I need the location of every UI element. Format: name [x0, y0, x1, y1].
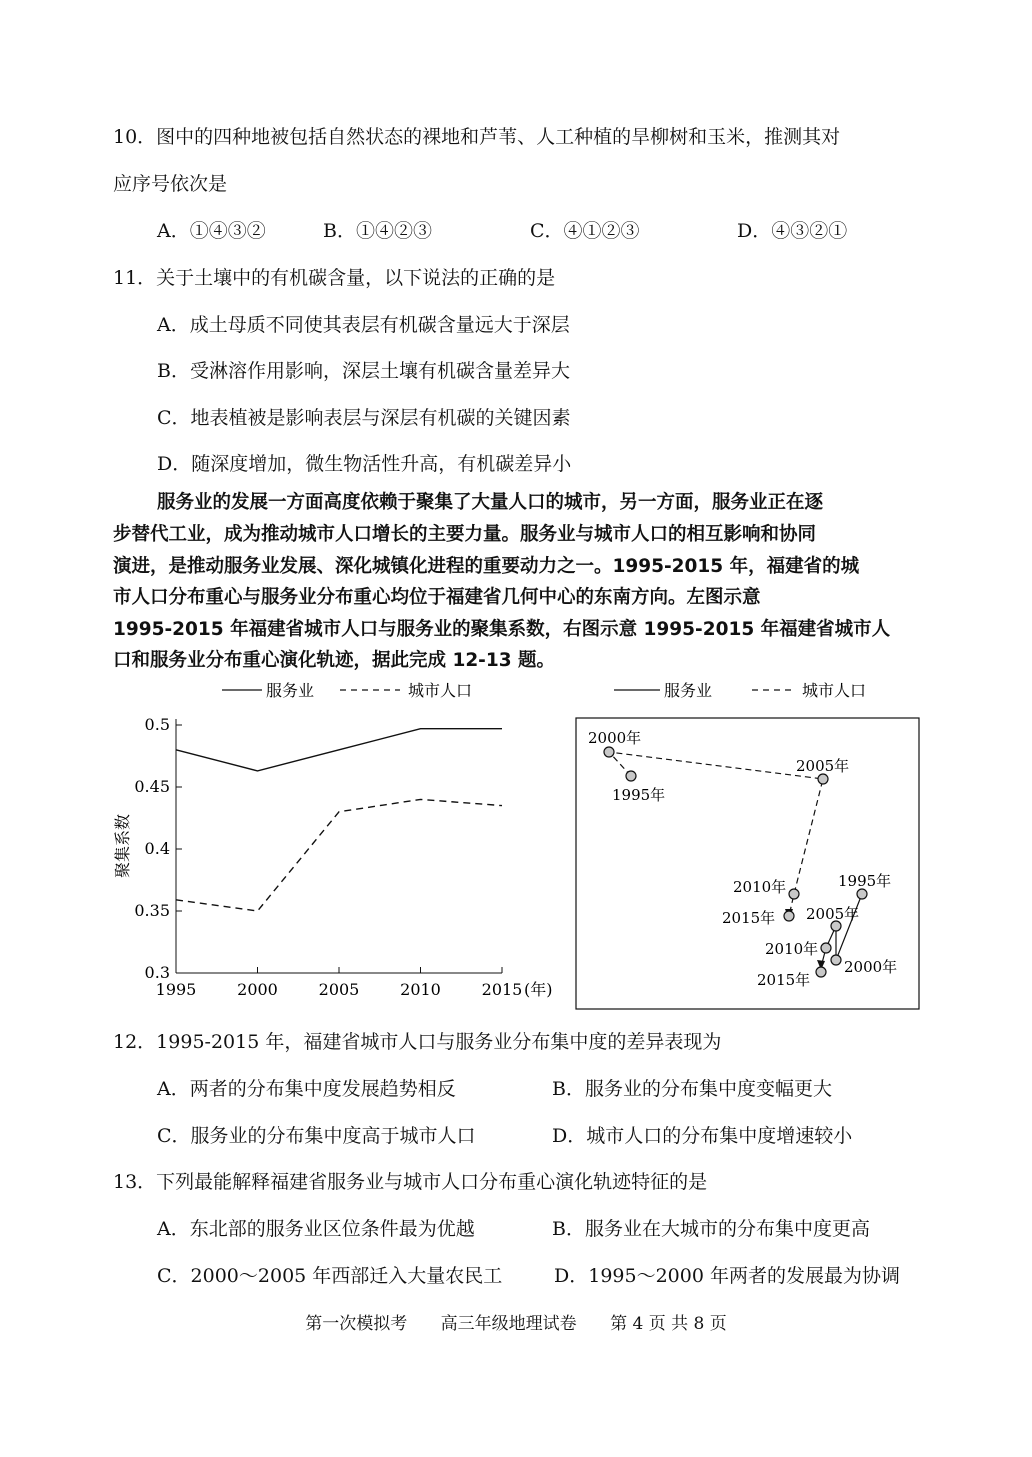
svc-label-2000: 2000年: [844, 958, 898, 976]
q11-stem: 11．关于土壤中的有机碳含量，以下说法的正确的是: [113, 267, 556, 289]
x-tick-label: 2015: [481, 980, 523, 999]
legend-population-label: 城市人口: [408, 681, 473, 700]
x-tick-label: 2010: [400, 980, 441, 999]
footer-exam-name: 第一次模拟考: [305, 1314, 408, 1334]
q10-stem-line1: 10．图中的四种地被包括自然状态的裸地和芦苇、人工种植的旱柳树和玉米，推测其对: [113, 126, 841, 148]
svc-point-2000: [831, 955, 841, 965]
svc-label-2015: 2015年: [757, 971, 811, 989]
service-series-line: [176, 729, 502, 771]
q12-option-a: A．两者的分布集中度发展趋势相反: [157, 1078, 456, 1100]
y-tick-label: 0.4: [144, 839, 170, 858]
pop-point-2005: [818, 774, 828, 784]
trajectory-map: [576, 718, 919, 1009]
pop-label-2015: 2015年: [722, 909, 776, 927]
passage-line-5: 1995-2015 年福建省城市人口与服务业的聚集系数，右图示意 1995-2015 年福建省城市人: [113, 619, 891, 640]
y-tick-label: 0.3: [144, 963, 170, 982]
legend-service-label-right: 服务业: [664, 681, 713, 700]
q10-option-a: A．①④③②: [157, 220, 266, 242]
q10-option-b: B．①④②③: [323, 220, 432, 242]
footer-paper-title: 高三年级地理试卷: [440, 1314, 577, 1334]
q13-option-b: B．服务业在大城市的分布集中度更高: [552, 1218, 870, 1240]
q13-option-a: A．东北部的服务业区位条件最为优越: [157, 1218, 475, 1240]
page-footer: [0, 1312, 1032, 1336]
x-tick-label: 2005: [318, 980, 360, 999]
q11-option-a: A．成土母质不同使其表层有机碳含量远大于深层: [157, 314, 570, 336]
q11-option-b: B．受淋溶作用影响，深层土壤有机碳含量差异大: [157, 360, 570, 382]
y-tick-label: 0.45: [134, 777, 170, 796]
left-legend: [222, 681, 472, 700]
svc-point-1995: [857, 889, 867, 899]
q13-stem: 13．下列最能解释福建省服务业与城市人口分布重心演化轨迹特征的是: [113, 1171, 708, 1193]
passage-line-1: 服务业的发展一方面高度依赖于聚集了大量人口的城市，另一方面，服务业正在逐: [157, 492, 824, 513]
legend-service-label: 服务业: [266, 681, 315, 700]
q12-option-b: B．服务业的分布集中度变幅更大: [552, 1078, 832, 1100]
svc-point-2015: [816, 967, 826, 977]
legend-population-label-right: 城市人口: [802, 681, 867, 700]
passage-line-6: 口和服务业分布重心演化轨迹，据此完成 12-13 题。: [113, 650, 556, 671]
figures: [0, 675, 1032, 1015]
pop-label-2005: 2005年: [796, 757, 850, 775]
passage-line-3: 演进，是推动服务业发展、深化城镇化进程的重要动力之一。1995-2015 年，福建省的城: [113, 556, 860, 577]
svc-label-2010: 2010年: [765, 940, 819, 958]
pop-point-2015: [784, 911, 794, 921]
q11-option-d: D．随深度增加，微生物活性升高，有机碳差异小: [157, 453, 572, 475]
q10-option-d: D．④③②①: [737, 220, 848, 242]
pop-point-1995: [626, 771, 636, 781]
pop-label-2010: 2010年: [733, 878, 787, 896]
x-tick-label: 2000: [237, 980, 278, 999]
q11-option-c: C．地表植被是影响表层与深层有机碳的关键因素: [157, 407, 571, 429]
q10-stem-line2: 应序号依次是: [113, 173, 228, 195]
svc-label-2005: 2005年: [806, 905, 860, 923]
pop-label-1995: 1995年: [612, 786, 666, 804]
pop-point-2010: [789, 889, 799, 899]
svc-label-1995: 1995年: [838, 872, 892, 890]
y-axis-label: 聚集系数: [113, 813, 132, 879]
pop-point-2000: [604, 747, 614, 757]
passage-line-4: 市人口分布重心与服务业分布重心均位于福建省几何中心的东南方向。左图示意: [113, 587, 761, 608]
population-series-line: [176, 799, 502, 911]
right-legend: [614, 681, 866, 700]
q13-option-c: C．2000～2005 年西部迁入大量农民工: [157, 1265, 503, 1287]
svc-point-2010: [821, 943, 831, 953]
passage-line-2: 步替代工业，成为推动城市人口增长的主要力量。服务业与城市人口的相互影响和协同: [113, 524, 817, 545]
pop-label-2000: 2000年: [588, 729, 642, 747]
q10-option-c: C．④①②③: [530, 220, 640, 242]
q12-option-c: C．服务业的分布集中度高于城市人口: [157, 1125, 476, 1147]
y-tick-label: 0.5: [144, 715, 170, 734]
q12-stem: 12．1995-2015 年，福建省城市人口与服务业分布集中度的差异表现为: [113, 1031, 722, 1053]
footer-page-number: 第 4 页 共 8 页: [610, 1314, 727, 1334]
x-tick-label: 1995: [155, 980, 197, 999]
q12-option-d: D．城市人口的分布集中度增速较小: [552, 1125, 853, 1147]
y-tick-label: 0.35: [134, 901, 170, 920]
aggregation-line-chart: [113, 715, 553, 999]
q13-option-d: D．1995～2000 年两者的发展最为协调: [554, 1265, 900, 1287]
x-axis-unit: (年): [524, 980, 553, 999]
